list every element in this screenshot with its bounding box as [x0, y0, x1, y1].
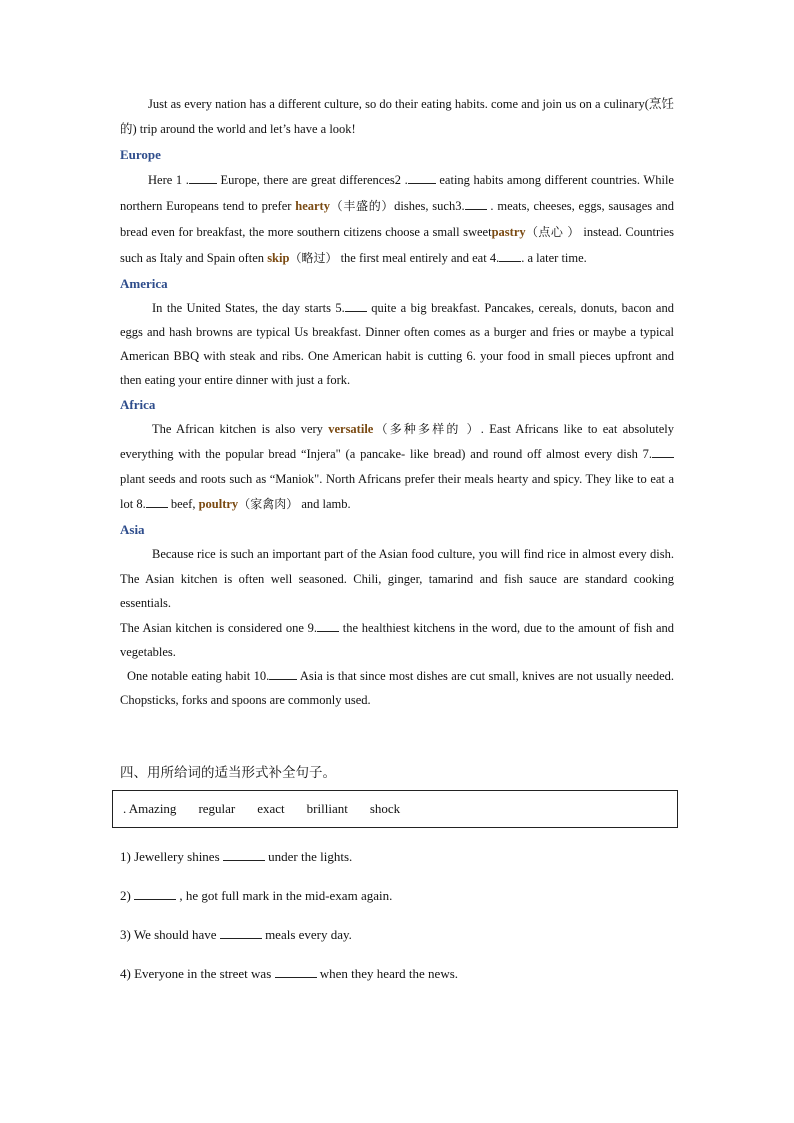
america-text-2: quite a big breakfast. Pancakes, cereals, donuts, bacon and eggs and hash browns are typical Us breakfast. Dinner often comes as a burger and fries or maybe a typical American BBQ with steak and ribs. One American habit is cutting 6. your food in small pieces upfront and then eating your entire dinner with just a fork. — [120, 301, 674, 387]
question-4 — [120, 964, 674, 984]
question-1-text-a: 1) Jewellery shines — [120, 848, 223, 864]
intro-paragraph — [120, 92, 674, 142]
intro-text: Just as every nation has a different culture, so do their eating habits. come and join us on a culinary(烹饪的) trip around the world and let’s have a look! — [120, 97, 674, 136]
blank-8[interactable] — [146, 495, 168, 508]
europe-text-2: Europe, there are great differences2 . — [216, 173, 408, 187]
europe-text-1: Here 1 . — [148, 173, 189, 187]
europe-text-6: instead. Countries such as Italy and Spain often — [120, 225, 675, 265]
america-text-1: In the United States, the day starts 5. — [152, 301, 345, 315]
word-bank-item: . Amazing — [123, 800, 177, 816]
africa-text-3: plant seeds and roots such as “Maniok". North Africans prefer their meals hearty and spicy. They like to eat a lot 8. — [120, 472, 674, 511]
question-3-text-b: meals every day. — [261, 926, 352, 942]
blank-2[interactable] — [408, 171, 436, 184]
europe-heading: Europe — [120, 147, 161, 162]
gloss-hearty: （丰盛的） — [329, 199, 395, 213]
asia-heading: Asia — [120, 522, 145, 537]
asia-text-2a: The Asian kitchen is considered one 9. — [120, 620, 318, 635]
question-1 — [120, 847, 674, 867]
gloss-versatile: （多种多样的 ） — [373, 422, 481, 436]
keyword-poultry: poultry — [198, 497, 239, 511]
europe-text-4: dishes, such3. — [394, 199, 465, 213]
america-heading: America — [120, 276, 168, 291]
question-1-text-b: under the lights. — [264, 848, 353, 864]
asia-text-2b: the healthiest kitchens in the word, due to the amount of fish and vegetables. — [120, 620, 674, 659]
blank-5[interactable] — [345, 299, 367, 312]
europe-paragraph — [120, 167, 674, 271]
europe-text-3: eating habits among different countries. While northern Europeans tend to prefer — [120, 173, 674, 213]
africa-text-5: and lamb. — [298, 497, 351, 511]
blank-10[interactable] — [269, 667, 297, 680]
question-2-text-b: , he got full mark in the mid-exam again. — [176, 887, 393, 903]
africa-text-2: . East Africans like to eat absolutely everything with the popular bread “Injera" (a pancake- like bread) and round off almost every dish 7. — [120, 422, 674, 461]
question-4-text-b: when they heard the news. — [316, 965, 459, 981]
europe-text-7: the first meal entirely and eat 4. — [337, 251, 500, 265]
question-3-text-a: 3) We should have — [120, 926, 220, 942]
america-paragraph — [120, 296, 674, 392]
blank-4[interactable] — [499, 249, 521, 262]
question-2-text-a: 2) — [120, 887, 135, 903]
gloss-pastry: （点心 ） — [525, 225, 580, 239]
word-bank-item: brilliant — [306, 800, 348, 816]
asia-paragraph-3 — [120, 664, 674, 712]
section-gap — [120, 712, 674, 752]
answer-blank-4[interactable] — [275, 965, 317, 978]
question-3 — [120, 925, 674, 945]
asia-paragraph-1 — [120, 542, 674, 616]
keyword-skip: skip — [267, 251, 290, 265]
europe-text-8: . a later time. — [521, 251, 587, 265]
asia-text-3b: Asia is that since most dishes are cut small, knives are not usually needed. Chopsticks, forks and spoons are commonly used. — [120, 668, 675, 707]
africa-text-1: The African kitchen is also very — [152, 422, 329, 436]
word-bank-item: regular — [198, 800, 236, 816]
keyword-versatile: versatile — [328, 422, 374, 436]
keyword-pastry: pastry — [491, 225, 526, 239]
answer-blank-1[interactable] — [223, 848, 265, 861]
document-page — [120, 92, 674, 984]
gloss-poultry: （家禽肉） — [238, 497, 299, 511]
word-bank-item: shock — [369, 800, 401, 816]
blank-9[interactable] — [317, 619, 339, 632]
section-4-title: 四、用所给词的适当形式补全句子。 — [120, 764, 336, 781]
asia-text-3a: One notable eating habit 10. — [127, 668, 270, 683]
blank-7[interactable] — [652, 445, 674, 458]
word-bank-item: exact — [257, 800, 285, 816]
asia-text-1: Because rice is such an important part of the Asian food culture, you will find rice in almost every dish. The Asian kitchen is often well seasoned. Chili, ginger, tamarind and fish sauce are standard cooking essentials. — [120, 547, 674, 610]
gloss-skip: （略过） — [289, 251, 338, 265]
answer-blank-2[interactable] — [134, 887, 176, 900]
europe-text-5: . meats, cheeses, eggs, sausages and bread even for breakfast, the more southern citizens choose a small sweet — [120, 199, 674, 239]
blank-1[interactable] — [189, 171, 217, 184]
africa-heading: Africa — [120, 397, 156, 412]
africa-paragraph — [120, 417, 674, 517]
question-2 — [120, 886, 674, 906]
answer-blank-3[interactable] — [220, 926, 262, 939]
blank-3[interactable] — [465, 197, 487, 210]
africa-text-4: beef, — [167, 497, 199, 511]
word-bank-box — [112, 790, 678, 828]
question-4-text-a: 4) Everyone in the street was — [120, 965, 275, 981]
asia-paragraph-2 — [120, 616, 674, 664]
keyword-hearty: hearty — [295, 199, 330, 213]
